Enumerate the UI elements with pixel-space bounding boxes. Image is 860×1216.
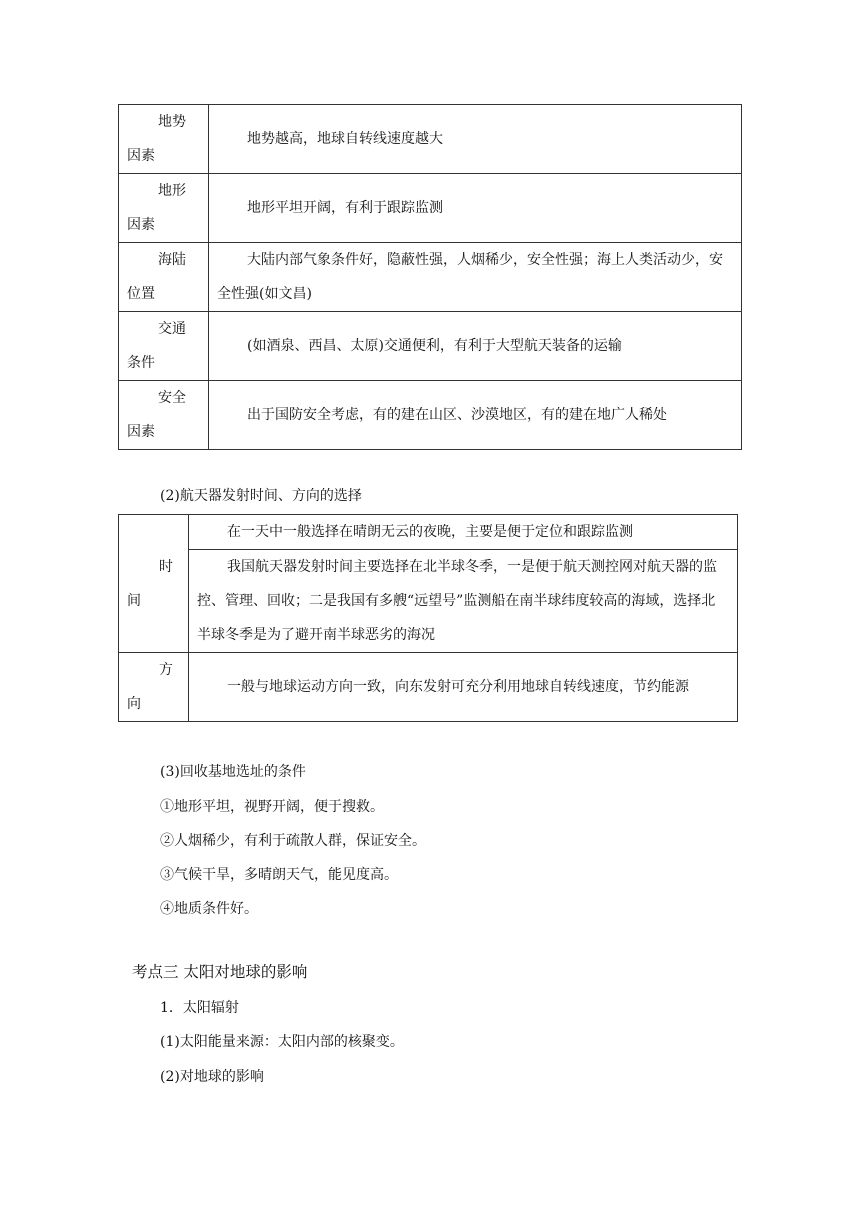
section2-heading: (2)航天器发射时间、方向的选择 (160, 488, 362, 504)
launch-site-factors-table (118, 104, 742, 450)
row-label: 交通 条件 (119, 312, 209, 381)
direction-label: 方 向 (119, 653, 189, 722)
list-item: ④地质条件好。 (160, 901, 258, 917)
row-content: (如酒泉、西昌、太原)交通便利，有利于大型航天装备的运输 (209, 312, 742, 381)
list-item: ③气候干旱，多晴朗天气，能见度高。 (160, 867, 398, 883)
launch-time-direction-table (118, 514, 738, 722)
table-row (119, 550, 738, 653)
row-label: 地形 因素 (119, 174, 209, 243)
time-row-1: 在一天中一般选择在晴朗无云的夜晚，主要是便于定位和跟踪监测 (189, 515, 738, 550)
section3-heading: (3)回收基地选址的条件 (160, 764, 306, 780)
table-row (119, 515, 738, 550)
table-row (119, 243, 742, 312)
row-label: 地势 因素 (119, 105, 209, 174)
row-label: 海陆 位置 (119, 243, 209, 312)
kaodian3-p2: (2)对地球的影响 (160, 1069, 264, 1085)
kaodian3-p1: (1)太阳能量来源：太阳内部的核聚变。 (160, 1034, 404, 1050)
table-row (119, 312, 742, 381)
row-content: 地形平坦开阔，有利于跟踪监测 (209, 174, 742, 243)
table-row (119, 653, 738, 722)
row-content: 地势越高，地球自转线速度越大 (209, 105, 742, 174)
row-content: 出于国防安全考虑，有的建在山区、沙漠地区，有的建在地广人稀处 (209, 381, 742, 450)
list-item: ②人烟稀少，有利于疏散人群，保证安全。 (160, 833, 426, 849)
kaodian3-title: 考点三 太阳对地球的影响 (132, 963, 308, 981)
row-label: 安全 因素 (119, 381, 209, 450)
time-row-2: 我国航天器发射时间主要选择在北半球冬季，一是便于航天测控网对航天器的监控、管理、回收；二是我国有多艘“远望号”监测船在南半球纬度较高的海域，选择北半球冬季是为了避开南半球恶劣的海况 (189, 550, 738, 653)
kaodian3-sub1: 1．太阳辐射 (160, 1000, 239, 1016)
list-item: ①地形平坦，视野开阔，便于搜救。 (160, 799, 384, 815)
row-content: 大陆内部气象条件好，隐蔽性强，人烟稀少，安全性强；海上人类活动少，安全性强(如文昌) (209, 243, 742, 312)
time-label: 时 间 (119, 515, 189, 653)
table-row (119, 174, 742, 243)
table-row (119, 105, 742, 174)
direction-row: 一般与地球运动方向一致，向东发射可充分利用地球自转线速度，节约能源 (189, 653, 738, 722)
table-row (119, 381, 742, 450)
